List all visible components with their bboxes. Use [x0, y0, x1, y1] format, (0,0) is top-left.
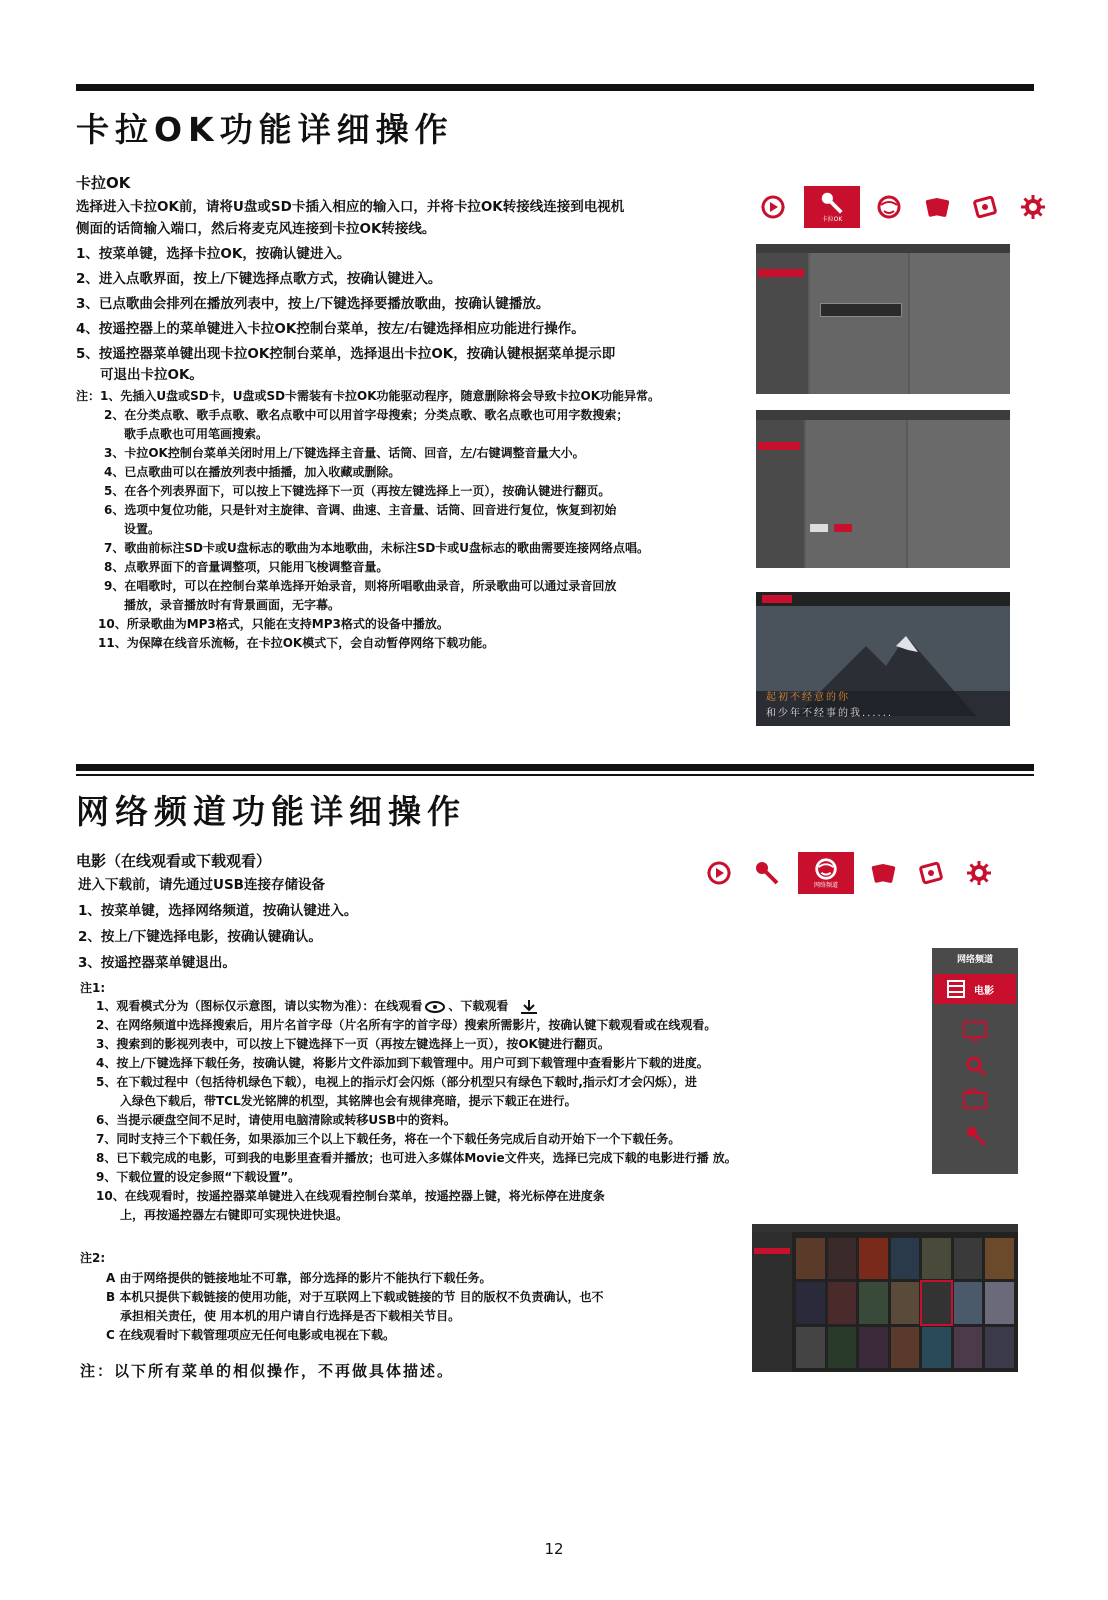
- screenshot-right-pane: [910, 253, 1010, 394]
- note-item: A 由于网络提供的链接地址不可靠，部分选择的影片不能执行下载任务。: [106, 1271, 492, 1285]
- step-item: 1、按菜单键，选择网络频道，按确认键进入。: [78, 903, 358, 919]
- step-item: 1、按菜单键，选择卡拉OK，按确认键进入。: [76, 246, 351, 262]
- note-item: 7、歌曲前标注SD卡或U盘标志的歌曲为本地歌曲，未标注SD卡或U盘标志的歌曲需要连接网络点唱。: [104, 541, 650, 555]
- play-icon[interactable]: [756, 190, 790, 224]
- section2-subtitle: 电影（在线观看或下载观看）: [76, 852, 272, 870]
- karaoke-playback-screenshot: [756, 592, 1010, 726]
- movie-poster[interactable]: [796, 1327, 825, 1368]
- movie-poster[interactable]: [954, 1327, 983, 1368]
- screenshot-middle-pane: [806, 420, 906, 568]
- selected-row: [758, 269, 804, 277]
- intro-line: 选择进入卡拉OK前，请将U盘或SD卡插入相应的输入口，并将卡拉OK转接线连接到电视机: [76, 199, 625, 215]
- selected-row: [754, 1248, 790, 1254]
- section1-title: 卡拉OK功能详细操作: [76, 110, 454, 149]
- step-item: 5、按遥控器菜单键出现卡拉OK控制台菜单，选择退出卡拉OK，按确认键根据菜单提示即: [76, 346, 616, 362]
- step-item: 2、按上/下键选择电影，按确认键确认。: [78, 929, 322, 945]
- section2-intro: 进入下载前，请先通过USB连接存储设备: [78, 877, 325, 893]
- section2-rule-thin: [76, 774, 1034, 776]
- movie-poster[interactable]: [985, 1282, 1014, 1323]
- movie-poster[interactable]: [796, 1282, 825, 1323]
- final-note: 注：以下所有菜单的相似操作，不再做具体描述。: [80, 1362, 455, 1380]
- note-item: 10、所录歌曲为MP3格式，只能在支持MP3格式的设备中播放。: [98, 617, 449, 631]
- note-item: 8、点歌界面下的音量调整项，只能用飞梭调整音量。: [104, 560, 389, 574]
- section1-menu-icons: [756, 186, 1064, 228]
- globe-icon[interactable]: [798, 852, 854, 894]
- note-item: 7、同时支持三个下载任务，如果添加三个以上下载任务，将在一个下载任务完成后自动开始下一个下载任务。: [96, 1132, 681, 1146]
- note-item: 10、在线观看时，按遥控器菜单键进入在线观看控制台菜单，按遥控器上键，将光标停在进度条: [96, 1189, 605, 1203]
- section1-rule: [76, 84, 1034, 91]
- note-item: 2、在分类点歌、歌手点歌、歌名点歌中可以用首字母搜索；分类点歌、歌名点歌也可用字数搜索；: [104, 408, 629, 422]
- note-item: B 本机只提供下载链接的使用功能，对于互联网上下载或链接的节 目的版权不负责确认，也不: [106, 1290, 604, 1304]
- step-item: 可退出卡拉OK。: [100, 367, 203, 383]
- note-item: 歌手点歌也可用笔画搜索。: [124, 427, 269, 441]
- lyric-line-2: 和少年不经事的我......: [766, 708, 894, 719]
- globe-icon-label: 网络频道: [813, 882, 838, 889]
- note-item: 播放，录音播放时有背景画面，无字幕。: [124, 598, 341, 612]
- screenshot-right-pane: [908, 420, 1010, 568]
- screenshot-header-bar: [752, 1224, 1018, 1232]
- ticket-icon[interactable]: [968, 190, 1002, 224]
- gear-icon[interactable]: [962, 856, 996, 890]
- karaoke-icon[interactable]: [804, 186, 860, 228]
- play-icon[interactable]: [702, 856, 736, 890]
- karaoke-menu-screenshot: [756, 244, 1010, 394]
- movie-poster[interactable]: [985, 1238, 1014, 1279]
- note-item: 9、在唱歌时，可以在控制台菜单选择开始录音，则将所唱歌曲录音，所录歌曲可以通过录音回放: [104, 579, 617, 593]
- movie-poster[interactable]: [796, 1238, 825, 1279]
- screenshot-sidebar: [756, 253, 808, 394]
- note-item: 2、在网络频道中选择搜索后，用片名首字母（片名所有字的首字母）搜索所需影片，按确认键下载观看或在线观看。: [96, 1018, 717, 1032]
- movie-poster[interactable]: [954, 1238, 983, 1279]
- section2-title: 网络频道功能详细操作: [76, 792, 466, 831]
- network-channel-panel: [932, 948, 1018, 1174]
- note-item: 3、卡拉OK控制台菜单关闭时用上/下键选择主音量、话筒、回音，左/右键调整音量大小。: [104, 446, 585, 460]
- step-item: 4、按遥控器上的菜单键进入卡拉OK控制台菜单，按左/右键选择相应功能进行操作。: [76, 321, 585, 337]
- note-item: 注：1、先插入U盘或SD卡，U盘或SD卡需装有卡拉OK功能驱动程序，随意删除将会导致卡拉OK功能异常。: [76, 389, 661, 403]
- globe-icon[interactable]: [872, 190, 906, 224]
- movie-poster[interactable]: [891, 1238, 920, 1279]
- note2-label: 注2:: [80, 1251, 106, 1265]
- cards-icon[interactable]: [866, 856, 900, 890]
- tv-icon[interactable]: [962, 1020, 988, 1042]
- panel-item-movie[interactable]: [934, 974, 1016, 1004]
- screenshot-toolbar: [756, 592, 1010, 606]
- note-item: 5、在下载过程中（包括待机绿色下载），电视上的指示灯会闪烁（部分机型只有绿色下载时,指示灯才会闪烁），进: [96, 1075, 697, 1089]
- note-text: 1、观看模式分为（图标仅示意图，请以实物为准）：在线观看: [96, 999, 423, 1013]
- screenshot-sidebar: [752, 1232, 792, 1372]
- folder-icon[interactable]: [962, 1088, 988, 1110]
- movie-poster[interactable]: [828, 1327, 857, 1368]
- movie-poster[interactable]: [859, 1238, 888, 1279]
- note-item: 4、按上/下键选择下载任务，按确认键，将影片文件添加到下载管理中。用户可到下载管理中查看影片下载的进度。: [96, 1056, 709, 1070]
- note-item: 9、下载位置的设定参照“下载设置”。: [96, 1170, 301, 1184]
- movie-poster[interactable]: [828, 1238, 857, 1279]
- note-item: 6、当提示硬盘空间不足时，请使用电脑清除或转移USB中的资料。: [96, 1113, 456, 1127]
- note-item: [96, 998, 540, 1015]
- note-item: 8、已下载完成的电影，可到我的电影里查看并播放；也可进入多媒体Movie文件夹，选择已完成下载的电影进行播 放。: [96, 1151, 737, 1165]
- note-text: 、下载观看: [448, 999, 509, 1013]
- step-item: 2、进入点歌界面，按上/下键选择点歌方式，按确认键进入。: [76, 271, 442, 287]
- note-item: 6、选项中复位功能，只是针对主旋律、音调、曲速、主音量、话筒、回音进行复位，恢复到初始: [104, 503, 617, 517]
- note-item: 入绿色下载后，带TCL发光铭牌的机型，其铭牌也会有规律亮暗，提示下载正在进行。: [120, 1094, 577, 1108]
- intro-line: 侧面的话筒输入端口，然后将麦克风连接到卡拉OK转接线。: [76, 221, 436, 237]
- movie-poster[interactable]: [859, 1282, 888, 1323]
- note1-label: 注1:: [80, 981, 106, 995]
- selected-row: [758, 442, 800, 450]
- karaoke-icon-label: 卡拉OK: [821, 216, 843, 223]
- note-item: 上，再按遥控器左右键即可实现快进快退。: [120, 1208, 349, 1222]
- movie-poster[interactable]: [859, 1327, 888, 1368]
- movie-poster[interactable]: [954, 1282, 983, 1323]
- panel-header: 网络频道: [956, 955, 993, 965]
- download-icon: [518, 999, 540, 1015]
- karaoke-list-screenshot: [756, 410, 1010, 568]
- search-icon[interactable]: [964, 1054, 988, 1078]
- movie-poster-selected[interactable]: [922, 1282, 951, 1323]
- selected-tab: [762, 595, 792, 603]
- movie-poster[interactable]: [922, 1327, 951, 1368]
- movie-poster[interactable]: [891, 1327, 920, 1368]
- ticket-icon[interactable]: [914, 856, 948, 890]
- note-item: 5、在各个列表界面下，可以按上下键选择下一页（再按左键选择上一页），按确认键进行翻页。: [104, 484, 611, 498]
- section2-menu-icons: [702, 852, 1010, 894]
- movie-poster[interactable]: [828, 1282, 857, 1323]
- microphone-icon[interactable]: [964, 1124, 988, 1148]
- screenshot-middle-pane: [810, 253, 908, 394]
- section2-rule: [76, 764, 1034, 771]
- karaoke-icon[interactable]: [750, 856, 784, 890]
- page-number: 12: [544, 1540, 564, 1558]
- film-icon: [946, 980, 966, 998]
- movie-grid-screenshot: [752, 1224, 1018, 1372]
- movie-poster[interactable]: [922, 1238, 951, 1279]
- note-item: 3、搜索到的影视列表中，可以按上下键选择下一页（再按左键选择上一页），按OK键进行翻页。: [96, 1037, 610, 1051]
- lyric-line-1: 起初不经意的你: [766, 692, 850, 703]
- panel-item-label: 电影: [974, 985, 994, 997]
- cards-icon[interactable]: [920, 190, 954, 224]
- movie-poster[interactable]: [985, 1327, 1014, 1368]
- screenshot-header-bar: [756, 410, 1010, 420]
- note-item: C 在线观看时下载管理项应无任何电影或电视在下载。: [106, 1328, 395, 1342]
- note-item: 11、为保障在线音乐流畅，在卡拉OK模式下，会自动暂停网络下载功能。: [98, 636, 495, 650]
- step-item: 3、已点歌曲会排列在播放列表中，按上/下键选择要播放歌曲，按确认键播放。: [76, 296, 550, 312]
- song-bar: [820, 303, 902, 317]
- page-button: [810, 524, 828, 532]
- step-item: 3、按遥控器菜单键退出。: [78, 955, 236, 971]
- note-item: 4、已点歌曲可以在播放列表中插播，加入收藏或删除。: [104, 465, 401, 479]
- screenshot-header-bar: [756, 244, 1010, 253]
- movie-poster-grid: [796, 1238, 1014, 1368]
- page-button: [834, 524, 852, 532]
- note-item: 承担相关责任，使 用本机的用户请自行选择是否下载相关节目。: [120, 1309, 461, 1323]
- movie-poster[interactable]: [891, 1282, 920, 1323]
- screenshot-sidebar: [756, 420, 804, 568]
- online-watch-icon: [424, 1000, 446, 1014]
- section1-subtitle: 卡拉OK: [76, 174, 131, 192]
- gear-icon[interactable]: [1016, 190, 1050, 224]
- note-item: 设置。: [124, 522, 161, 536]
